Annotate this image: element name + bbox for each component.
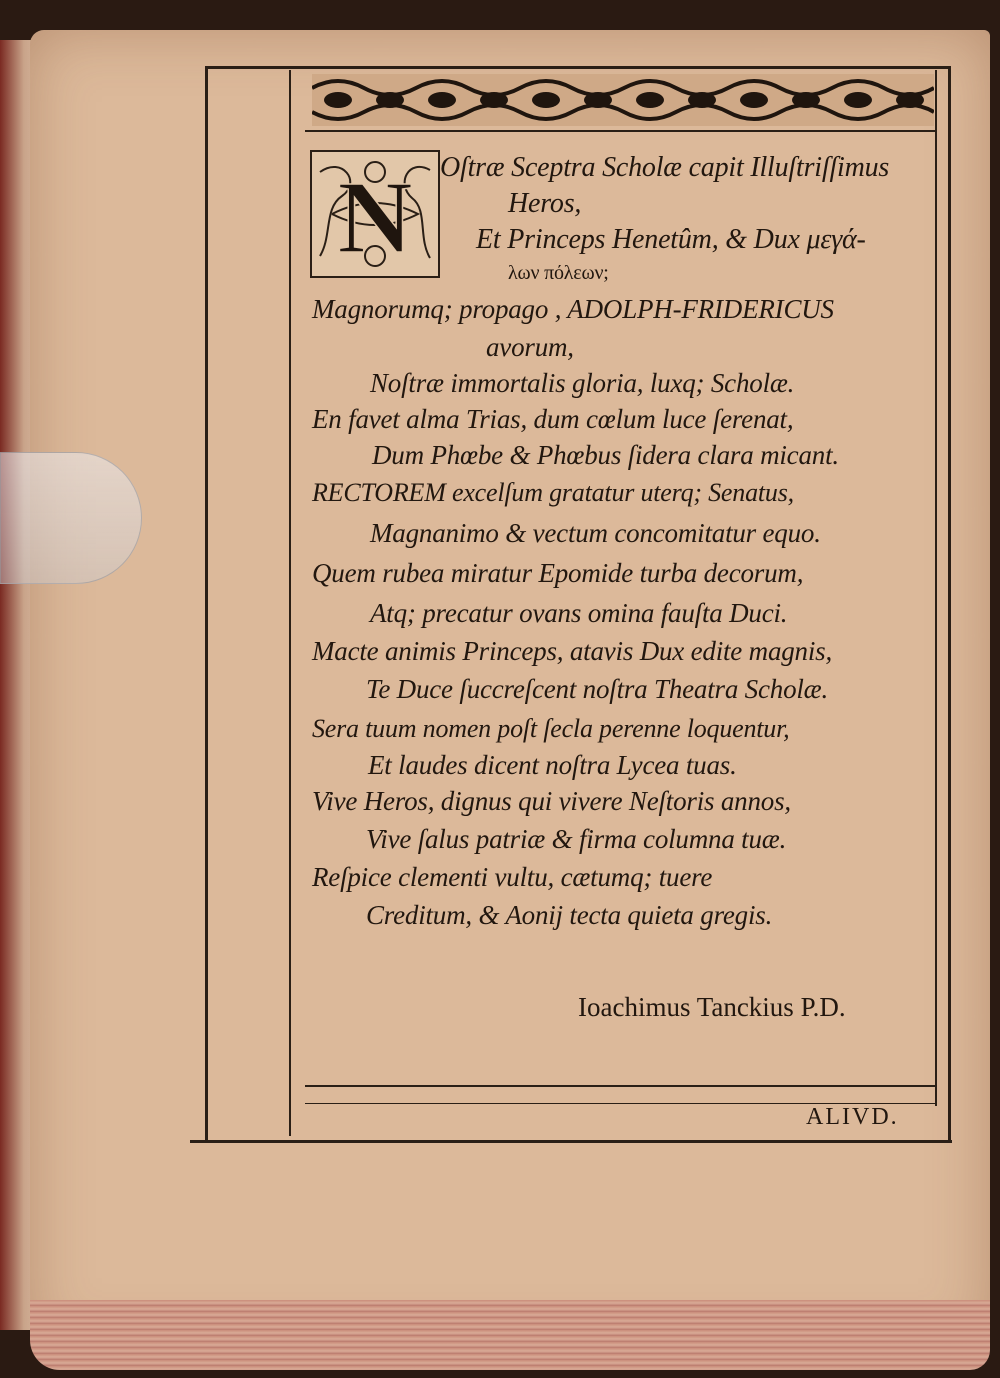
poem-line: Macte animis Princeps, atavis Dux edite magnis, xyxy=(312,636,833,666)
poem-line: Et laudes dicent noſtra Lycea tuas. xyxy=(368,750,737,780)
poem-line: Atq; precatur ovans omina fauſta Duci. xyxy=(370,598,788,628)
poem-line: Dum Phœbe & Phœbus ſidera clara micant. xyxy=(372,440,839,470)
inner-frame-left-rule xyxy=(289,70,291,1136)
poem-line: Oſtræ Sceptra Scholæ capit Illuſtriſſimus xyxy=(440,152,890,183)
page-clip-tab xyxy=(0,452,142,584)
poem-line: Sera tuum nomen poſt ſecla perenne loquentur, xyxy=(312,714,790,743)
poem-line: Reſpice clementi vultu, cætumq; tuere xyxy=(312,862,713,892)
poem-line: Heros, xyxy=(508,188,582,219)
ornamental-headpiece xyxy=(312,74,934,126)
poem-line: En favet alma Trias, dum cœlum luce ſerenat, xyxy=(312,404,794,434)
outer-frame-top-rule xyxy=(205,66,950,69)
poem-line: RECTOREM excelſum gratatur uterq; Senatus, xyxy=(312,478,794,507)
outer-frame-left-rule xyxy=(205,66,208,1142)
poem-line: Noſtræ immortalis gloria, luxq; Scholæ. xyxy=(370,368,795,398)
poem-line: Te Duce ſuccreſcent noſtra Theatra Scholæ. xyxy=(366,674,829,704)
footer-rule xyxy=(305,1085,935,1087)
poem-line: Vive Heros, dignus qui vivere Neſtoris annos, xyxy=(312,786,791,816)
poem-line: λων πόλεων; xyxy=(508,262,609,284)
inner-frame-right-rule xyxy=(935,70,937,1106)
poem-line: Quem rubea miratur Epomide turba decorum, xyxy=(312,558,804,588)
header-rule xyxy=(305,130,935,132)
outer-frame-bottom-rule xyxy=(190,1140,952,1143)
poem-line: Magnorumq; propago , ADOLPH-FRIDERICUS xyxy=(312,294,834,324)
poem-line: Magnanimo & vectum concomitatur equo. xyxy=(370,518,821,548)
book-bottom-edge xyxy=(30,1300,990,1370)
author-signature: Ioachimus Tanckius P.D. xyxy=(578,992,846,1022)
outer-frame-right-rule xyxy=(948,66,951,1142)
decorated-initial-N xyxy=(310,150,440,278)
catchword: ALIVD. xyxy=(806,1104,899,1130)
poem-line: Creditum, & Aonij tecta quieta gregis. xyxy=(366,900,773,930)
poem-line: Vive ſalus patriæ & firma columna tuæ. xyxy=(366,824,787,854)
poem-line: Et Princeps Henetûm, & Dux μεγά- xyxy=(476,224,866,255)
poem-line: avorum, xyxy=(486,332,574,362)
initial-letter: N xyxy=(337,160,413,275)
